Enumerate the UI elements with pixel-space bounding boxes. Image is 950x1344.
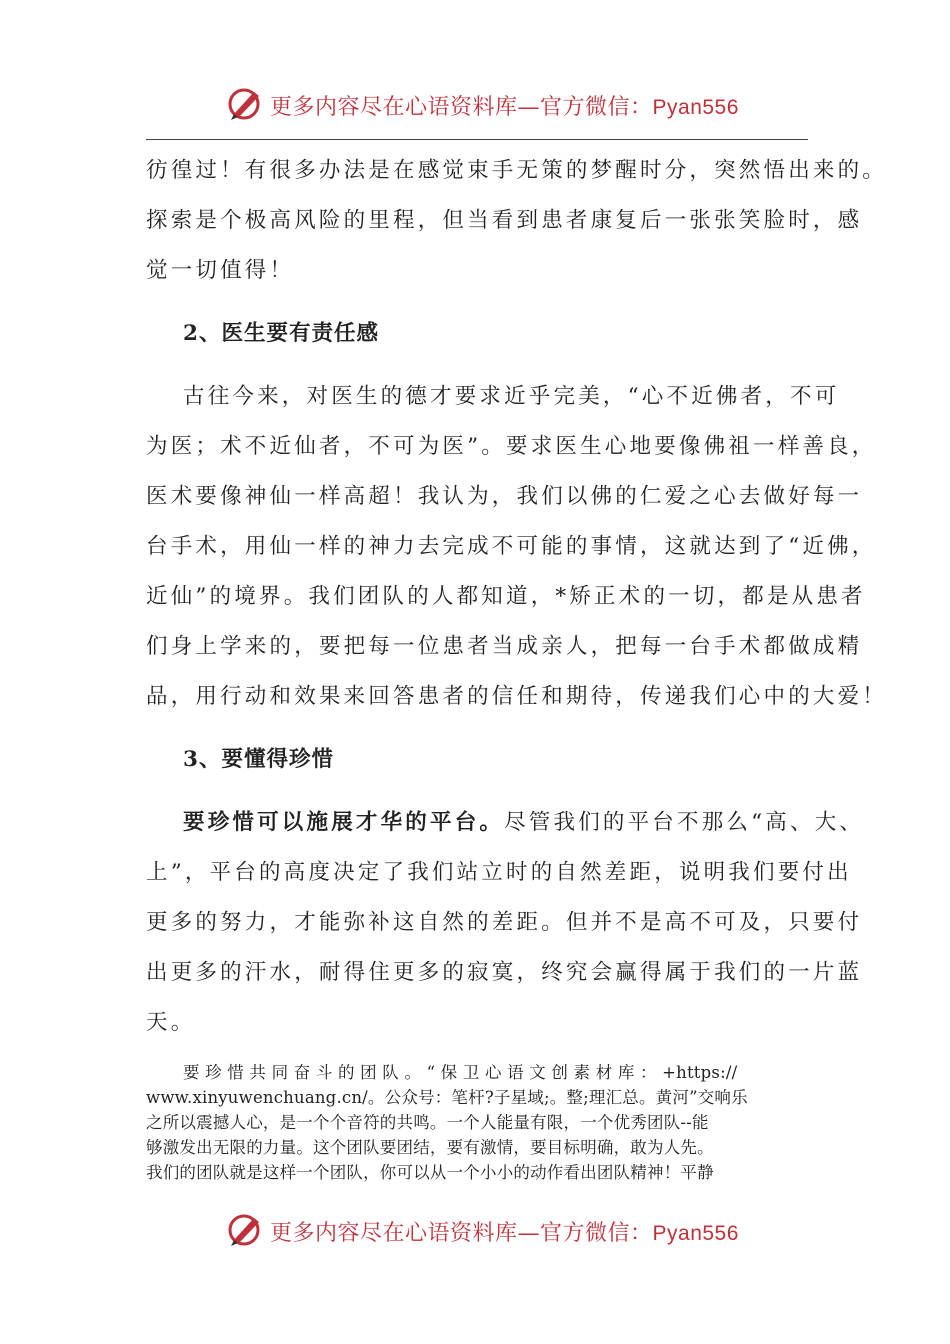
pen-logo-icon: [226, 1210, 264, 1248]
text-line: 古往今来，对医生的德才要求近乎完美，“心不近佛者，不可: [183, 384, 840, 409]
header-banner-text: [270, 90, 739, 121]
text-span: 尽管我们的平台不那么“高、大、: [504, 810, 865, 835]
header-divider: [146, 139, 808, 140]
text-line: 够激发出无限的力量。这个团队要团结，要有激情，要目标明确，敢为人先。: [146, 1138, 714, 1157]
text-line: 彷徨过！有很多办法是在感觉束手无策的梦醒时分，突然悟出来的。: [146, 158, 888, 183]
section-heading-3: 3、要懂得珍惜: [183, 747, 334, 772]
text-line: 品，用行动和效果来回答患者的信任和期待，传递我们心中的大爱！: [146, 684, 888, 709]
text-line: 探索是个极高风险的里程，但当看到患者康复后一张张笑脸时，感: [146, 208, 863, 233]
footer-banner: [0, 1210, 950, 1250]
text-line: www.xinyuwenchuang.cn/。公众号：笔杆?子星域;。整;理汇总。黄河”交响乐: [146, 1088, 748, 1107]
footer-wechat-handle: Pyan556: [652, 1222, 739, 1245]
header-banner-label: 更多内容尽在心语资料库—官方微信：: [270, 95, 653, 120]
text-line: 上”，平台的高度决定了我们站立时的自然差距，说明我们要付出: [146, 860, 852, 885]
text-line: 台手术，用仙一样的神力去完成不可能的事情，这就达到了“近佛，: [146, 534, 877, 559]
text-line: 出更多的汗水，耐得住更多的寂寞，终究会赢得属于我们的一片蓝: [146, 960, 863, 985]
text-line: [183, 809, 864, 837]
pen-logo-icon: [226, 84, 264, 122]
section-heading-2: 2、医生要有责任感: [183, 321, 379, 346]
text-line: 为医；术不近仙者，不可为医”。要求医生心地要像佛祖一样善良，: [146, 434, 877, 459]
text-line: 之所以震撼人心，是一个个音符的共鸣。一个人能量有限，一个优秀团队--能: [146, 1113, 709, 1132]
text-line: 天。: [146, 1010, 196, 1035]
header-wechat-handle: Pyan556: [652, 96, 739, 119]
text-line: 医术要像神仙一样高超！我认为，我们以佛的仁爱之心去做好每一: [146, 484, 863, 509]
text-line: 觉一切值得！: [146, 258, 295, 283]
text-line: 要 珍 惜 共 同 奋 斗 的 团 队 。 “ 保 卫 心 语 文 创 素 材 库 ： +https://: [183, 1063, 738, 1082]
text-line: 近仙”的境界。我们团队的人都知道，*矫正术的一切，都是从患者: [146, 584, 866, 609]
emphasis-text: 要珍惜可以施展才华的平台。: [183, 810, 505, 835]
text-line: 们身上学来的，要把每一位患者当成亲人，把每一台手术都做成精: [146, 634, 863, 659]
text-line: 我们的团队就是这样一个团队，你可以从一个小小的动作看出团队精神！平静: [146, 1163, 714, 1182]
header-banner: [0, 84, 950, 124]
text-line: 更多的努力，才能弥补这自然的差距。但并不是高不可及，只要付: [146, 910, 863, 935]
footer-banner-label: 更多内容尽在心语资料库—官方微信：: [270, 1221, 653, 1246]
footer-banner-text: [270, 1216, 739, 1247]
